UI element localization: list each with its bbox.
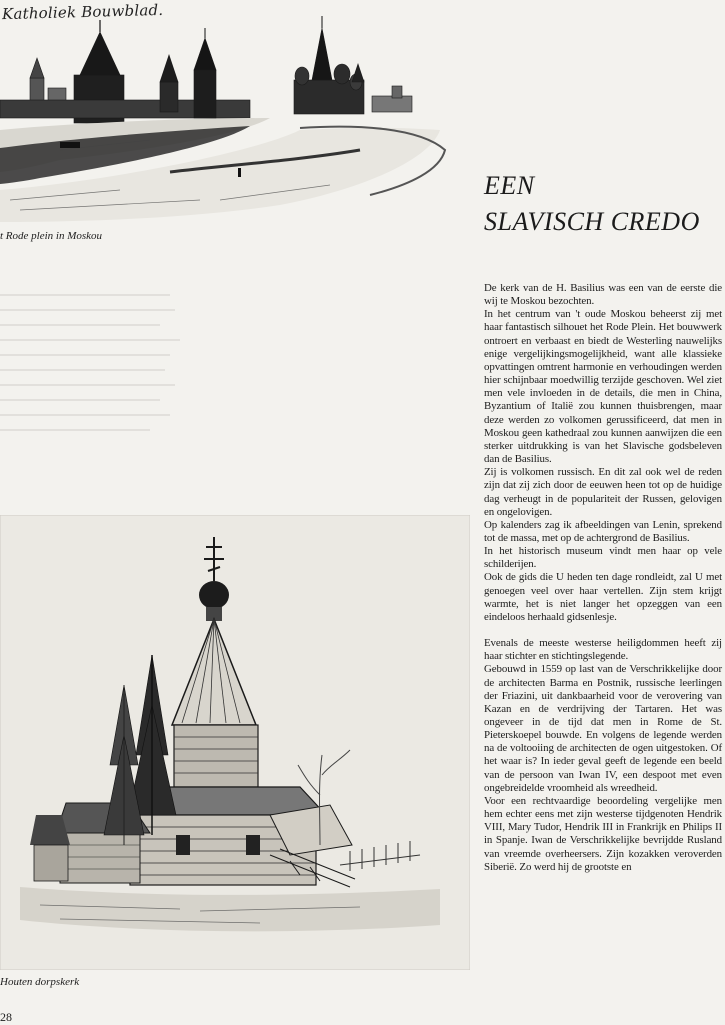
paragraph: In het historisch museum vindt men haar op vele schilderijen. [484,545,722,571]
paragraph: Ook de gids die U heden ten dage rondleidt, zal U met genoegen veel over haar vertellen. Zijn stem krijgt warmte, het is niet langer het opzeggen van een eindeloos herhaald gidsenlesje. [484,571,722,623]
paragraph: Op kalenders zag ik afbeeldingen van Lenin, sprekend tot de massa, met op de achtergrond de Basilius. [484,518,722,544]
article-title [484,168,724,240]
red-square-illustration [0,0,470,225]
article-title-line-1: EEN [484,171,535,200]
wooden-church-illustration [0,515,470,970]
paragraph: De kerk van de H. Basilius was een van de eerste die wij te Moskou bezochten. [484,282,722,308]
paragraph: Voor een rechtvaardige beoordeling vergelijke men hem echter eens met zijn westerse tijdgenoten Hendrik VIII, Mary Tudor, Hendrik III in Frankrijk en Philips II in Spanje. Iwan de Verschrikkelijke bevrijdde Rusland van vreemde overheersers. Zijn kozakken veroverden Siberië. Zo werd hij de grootste en [484,794,722,873]
show-through-texture [0,255,470,510]
article-title-line-2: SLAVISCH CREDO [484,207,700,236]
paragraph: Gebouwd in 1559 op last van de Verschrikkelijke door de architecten Barma en Postnik, russische leerlingen der Friazini, uit dankbaarheid voor de verovering van Kazan en de verdrijving der Tartaren. Het was ongeveer in de tijd dat men in Rome de St. Pieterskoepel bouwde. En volgens de legende werden na de voltooiing de architecten de ogen uitgestoken. Of het waar is? In ieder geval geeft de legende een beeld van de persoon van Iwan IV, een despoot met even ongebreidelde vroomheid als wreedheid. [484,663,722,794]
article-body [484,282,722,874]
paragraph: Zij is volkomen russisch. En dit zal ook wel de reden zijn dat zij zich door de eeuwen heen tot op de huidige dag verheugt in de populariteit der Russen, gelovigen en ongelovigen. [484,466,722,518]
paragraph: Evenals de meeste westerse heiligdommen heeft zij haar stichter en stichtingslegende. [484,637,722,663]
top-illustration-caption: t Rode plein in Moskou [0,230,103,242]
bottom-illustration-caption: Houten dorpskerk [0,976,80,988]
page-number: 28 [0,1010,12,1024]
paragraph: In het centrum van 't oude Moskou beheerst zij met haar fantastisch silhouet het Rode Plein. Het bouwwerk ontroert en verbaast en biedt de Westerling nauwelijks enige vergelijkingsmogelijkheid, want alle klassieke opvattingen omtrent harmonie en verhoudingen werden hier schijnbaar moedwillig terzijde geschoven. Wel ziet men vele invloeden in de details, die men in China, Byzantium of Italië zou kunnen thuisbrengen, maar deze werden zo volkomen gerussificeerd, dat men in Moskou geen kathedraal zou kunnen aanwijzen die een sterker uitdrukking is van het Slavische godsbeleven dan de Basilius. [484,308,722,466]
handwritten-note: Katholiek Bouwblad. [1,0,164,24]
